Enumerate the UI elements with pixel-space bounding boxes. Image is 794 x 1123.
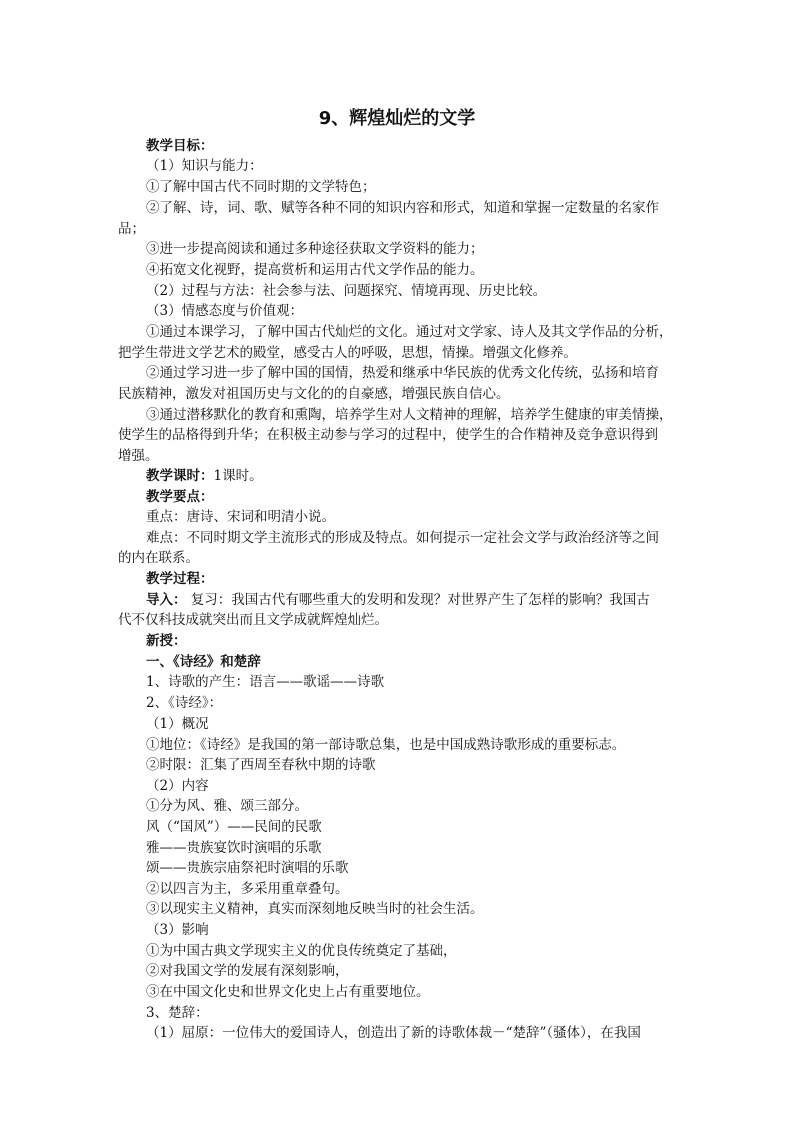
section-heading-line bbox=[146, 569, 214, 589]
text-line bbox=[146, 405, 673, 425]
line-text: （1）概况 bbox=[146, 716, 209, 732]
line-text: ③以现实主义精神，真实而深刻地反映当时的社会生活。 bbox=[146, 901, 484, 917]
line-text: 使学生的品格得到升华；在积极主动参与学习的过程中，使学生的合作精神及竞争意识得到 bbox=[118, 427, 658, 443]
line-text: ②对我国文学的发展有深刻影响， bbox=[146, 963, 349, 979]
text-line bbox=[146, 507, 335, 527]
section-heading-line bbox=[146, 652, 261, 672]
text-line bbox=[146, 941, 457, 961]
heading-label: 新授： bbox=[146, 633, 187, 649]
line-text: ①为中国古典文学现实主义的优良传统奠定了基础， bbox=[146, 943, 457, 959]
text-line bbox=[146, 838, 322, 858]
section-heading-line bbox=[146, 487, 214, 507]
line-text: 的内在联系。 bbox=[118, 550, 199, 566]
line-text: 2、《诗经》： bbox=[146, 695, 223, 711]
heading-label: 教学过程： bbox=[146, 571, 214, 587]
text-line bbox=[118, 219, 145, 239]
heading-label: 导入： bbox=[146, 592, 187, 608]
text-line bbox=[146, 672, 384, 692]
text-line bbox=[118, 446, 159, 466]
text-line bbox=[146, 982, 430, 1002]
line-text: 把学生带进文学艺术的殿堂，感受古人的呼吸，思想，情操。增强文化修养。 bbox=[118, 345, 577, 361]
text-line bbox=[146, 281, 546, 301]
text-line bbox=[146, 961, 349, 981]
text-line bbox=[146, 735, 625, 755]
text-line bbox=[146, 177, 376, 197]
line-text: ①了解中国古代不同时期的文学特色； bbox=[146, 179, 376, 195]
text-line bbox=[146, 156, 263, 176]
text-line bbox=[146, 363, 659, 383]
text-line bbox=[146, 693, 222, 713]
text-line bbox=[146, 714, 209, 734]
line-text: ①地位：《诗经》是我国的第一部诗歌总集，也是中国成熟诗歌形成的重要标志。 bbox=[146, 737, 626, 753]
text-line bbox=[146, 755, 376, 775]
heading-label: 教学课时： bbox=[146, 468, 214, 484]
line-text: 品； bbox=[118, 221, 145, 237]
line-text: （1）屈原：一位伟大的爱国诗人，创造出了新的诗歌体裁－“楚辞”（骚体），在我国 bbox=[146, 1025, 641, 1041]
section-heading-line bbox=[146, 631, 187, 651]
text-line bbox=[146, 239, 484, 259]
line-text: （3）情感态度与价值观： bbox=[146, 303, 304, 319]
text-line bbox=[146, 920, 209, 940]
text-line bbox=[146, 899, 484, 919]
text-line bbox=[118, 548, 199, 568]
text-line bbox=[146, 1023, 641, 1043]
heading-label: 一、《诗经》和楚辞 bbox=[146, 654, 261, 670]
line-text: （3）影响 bbox=[146, 922, 209, 938]
line-text: ③进一步提高阅读和通过多种途径获取文学资料的能力； bbox=[146, 241, 484, 257]
line-text: ②通过学习进一步了解中国的国情，热爱和继承中华民族的优秀文化传统，弘扬和培育 bbox=[146, 365, 659, 381]
text-line bbox=[146, 776, 209, 796]
section-heading-line bbox=[146, 136, 214, 156]
line-text: （2）过程与方法：社会参与法、问题探究、情境再现、历史比较。 bbox=[146, 283, 547, 299]
text-line bbox=[146, 301, 303, 321]
section-heading-line bbox=[146, 590, 650, 610]
line-text: 重点：唐诗、宋词和明清小说。 bbox=[146, 509, 335, 525]
line-text: （1）知识与能力： bbox=[146, 158, 263, 174]
line-text: 风（“国风”）——民间的民歌 bbox=[146, 819, 322, 835]
line-text: ①通过本课学习，了解中国古代灿烂的文化。通过对文学家、诗人及其文学作品的分析， bbox=[146, 324, 673, 340]
line-text: 难点：不同时期文学主流形式的形成及特点。如何提示一定社会文学与政治经济等之间 bbox=[146, 530, 659, 546]
line-text: ③通过潜移默化的教育和熏陶，培养学生对人文精神的理解，培养学生健康的审美情操， bbox=[146, 407, 673, 423]
heading-label: 教学要点： bbox=[146, 489, 214, 505]
text-line bbox=[146, 858, 349, 878]
line-text: 雅——贵族宴饮时演唱的乐歌 bbox=[146, 840, 322, 856]
line-text: 颂——贵族宗庙祭祀时演唱的乐歌 bbox=[146, 860, 349, 876]
text-line bbox=[146, 817, 322, 837]
line-text: 3、楚辞： bbox=[146, 1005, 209, 1021]
text-line bbox=[146, 796, 308, 816]
text-line bbox=[118, 384, 510, 404]
line-text: ②时限：汇集了西周至春秋中期的诗歌 bbox=[146, 757, 376, 773]
line-text: ②以四言为主，多采用重章叠句。 bbox=[146, 881, 349, 897]
text-line bbox=[146, 1003, 209, 1023]
text-line bbox=[118, 343, 577, 363]
section-heading-line bbox=[146, 466, 263, 486]
text-line bbox=[146, 528, 659, 548]
page-title: 9、辉煌灿烂的文学 bbox=[318, 108, 476, 129]
line-text: 代不仅科技成就突出而且文学成就辉煌灿烂。 bbox=[118, 612, 388, 628]
line-text: 民族精神，激发对祖国历史与文化的的自豪感，增强民族自信心。 bbox=[118, 386, 510, 402]
line-text: ①分为风、雅、颂三部分。 bbox=[146, 798, 308, 814]
text-line bbox=[146, 198, 659, 218]
line-text: 1课时。 bbox=[213, 468, 263, 484]
line-text: 增强。 bbox=[118, 448, 159, 464]
line-text: 1、诗歌的产生：语言——歌谣——诗歌 bbox=[146, 674, 385, 690]
line-text: ③在中国文化史和世界文化史上占有重要地位。 bbox=[146, 984, 430, 1000]
text-line bbox=[146, 879, 349, 899]
line-text: 复习：我国古代有哪些重大的发明和发现？对世界产生了怎样的影响？我国古 bbox=[186, 592, 650, 608]
text-line bbox=[118, 610, 388, 630]
text-line bbox=[118, 425, 658, 445]
text-line bbox=[146, 322, 673, 342]
line-text: （2）内容 bbox=[146, 778, 209, 794]
line-text: ②了解、诗，词、歌、赋等各种不同的知识内容和形式，知道和掌握一定数量的名家作 bbox=[146, 200, 659, 216]
heading-label: 教学目标： bbox=[146, 138, 214, 154]
line-text: ④拓宽文化视野，提高赏析和运用古代文学作品的能力。 bbox=[146, 262, 484, 278]
text-line bbox=[146, 260, 484, 280]
